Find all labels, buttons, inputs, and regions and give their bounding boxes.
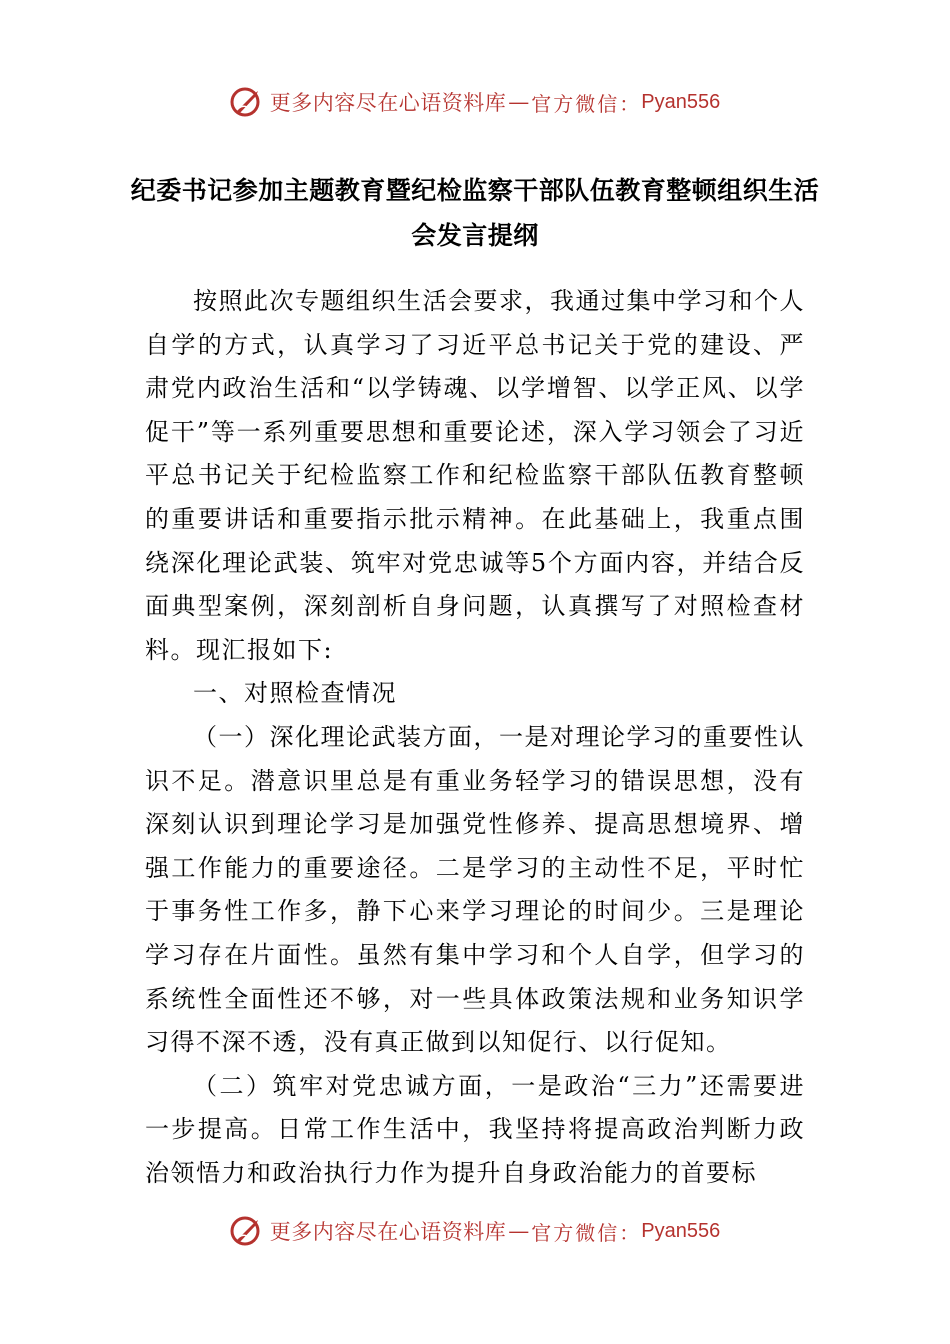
intro-paragraph: 按照此次专题组织生活会要求，我通过集中学习和个人自学的方式，认真学习了习近平总书记关于党的建设、严肃党内政治生活和“以学铸魂、以学增智、以学正风、以学促干”等一系列重要思想和重要论述，深入学习领会了习近平总书记关于纪检监察工作和纪检监察干部队伍教育整顿的重要讲话和重要指示批示精神。在此基础上，我重点围绕深化理论武装、筑牢对党忠诚等5个方面内容，并结合反面典型案例，深刻剖析自身问题，认真撰写了对照检查材料。现汇报如下:	[145, 287, 805, 664]
banner-dash: —	[508, 1219, 530, 1243]
banner-dash: —	[508, 90, 530, 114]
body-paragraph: （一）深化理论武装方面，一是对理论学习的重要性认识不足。潜意识里总是有重业务轻学习的错误思想，没有深刻认识到理论学习是加强党性修养、提高思想境界、增强工作能力的重要途径。二是学习的主动性不足，平时忙于事务性工作多，静下心来学习理论的时间少。三是理论学习存在片面性。虽然有集中学习和个人自学，但学习的系统性全面性还不够，对一些具体政策法规和业务知识学习得不深不透，没有真正做到以知促行、以行促知。	[145, 722, 805, 1057]
header-watermark-banner	[0, 82, 950, 122]
document-title: 纪委书记参加主题教育暨纪检监察干部队伍教育整顿组织生活会发言提纲	[130, 176, 820, 250]
pen-circle-logo-icon	[230, 1214, 264, 1248]
banner-wechat-id: Pyan556	[641, 1219, 721, 1242]
section-heading: 一、对照检查情况	[193, 679, 397, 708]
banner-official-label: 官方微信：	[531, 1220, 642, 1245]
banner-brand-text: 更多内容尽在心语资料库	[269, 1220, 507, 1244]
pen-circle-logo-icon	[230, 85, 264, 119]
footer-watermark-banner	[0, 1211, 950, 1251]
banner-wechat-id: Pyan556	[641, 90, 721, 113]
document-body	[145, 280, 805, 1195]
banner-brand-text: 更多内容尽在心语资料库	[269, 91, 507, 115]
banner-official-label: 官方微信：	[531, 91, 642, 116]
body-paragraph: （二）筑牢对党忠诚方面，一是政治“三力”还需要进一步提高。日常工作生活中，我坚持将提高政治判断力政治领悟力和政治执行力作为提升自身政治能力的首要标	[145, 1071, 805, 1187]
